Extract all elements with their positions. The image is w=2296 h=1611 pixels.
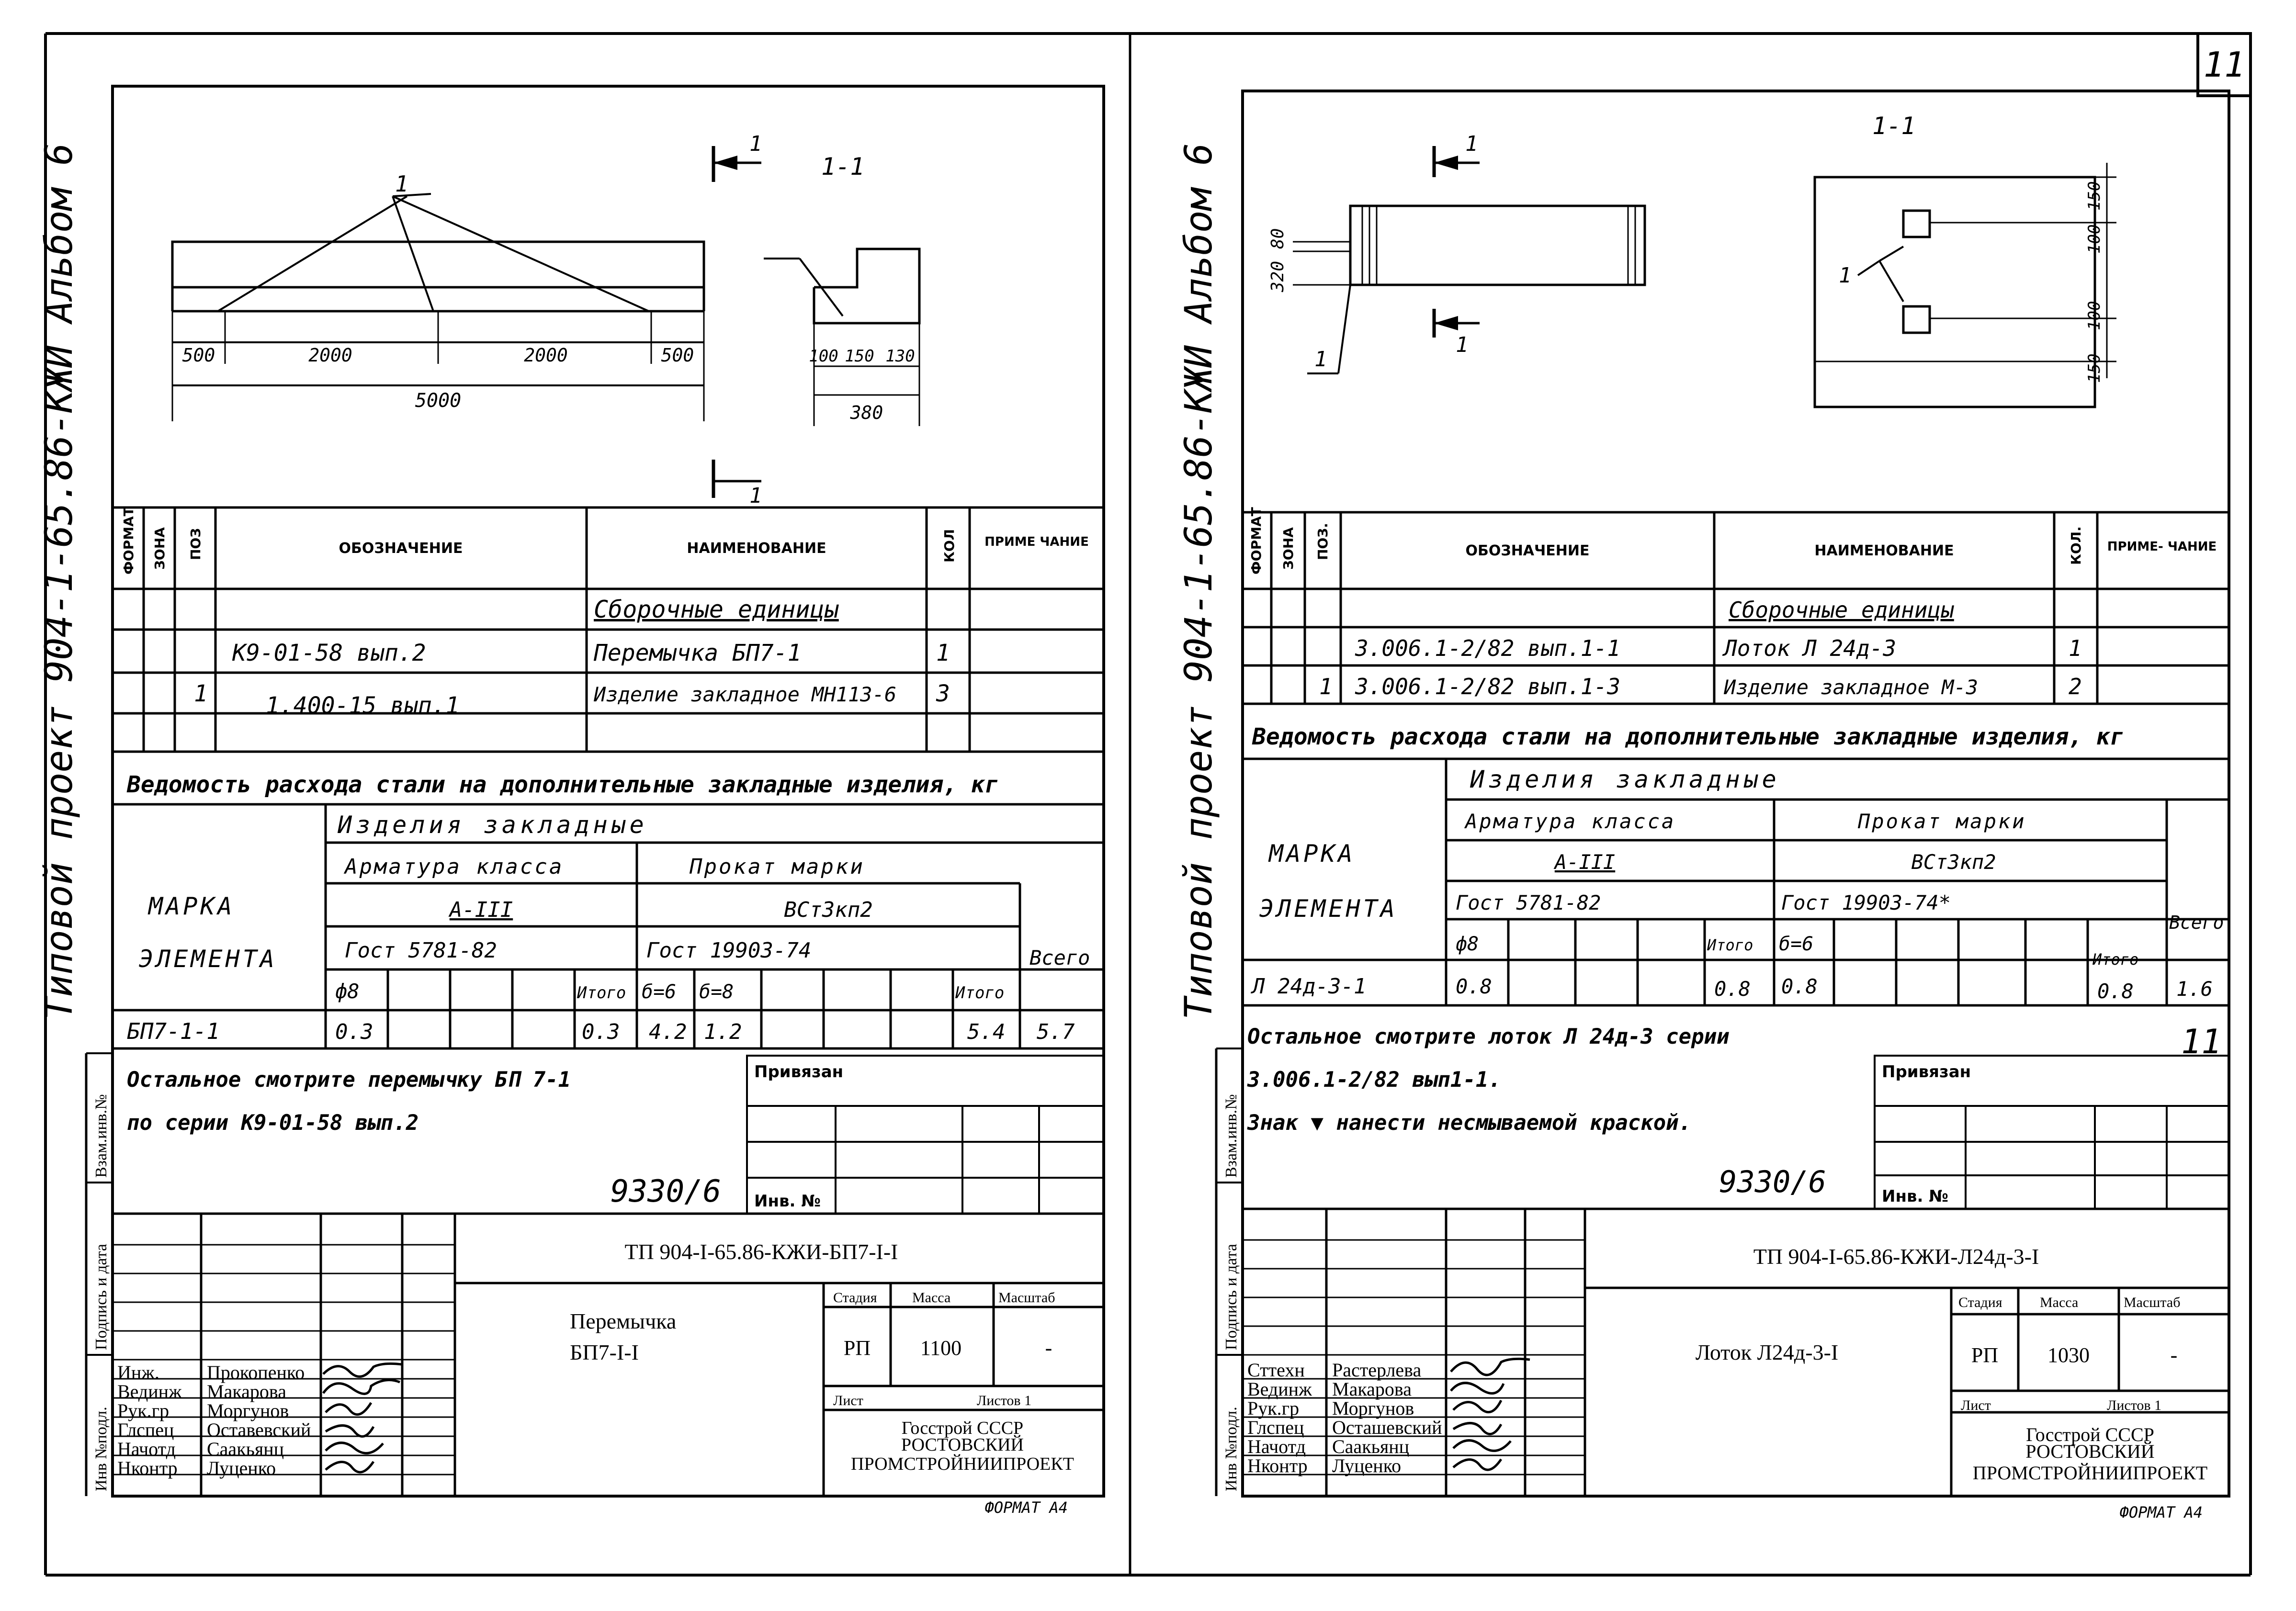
right-item-name: Лоток Л24д-3-I (1695, 1340, 1839, 1364)
page-number-box (2198, 34, 2251, 96)
left-steel-col-d8b: б=8 (699, 981, 734, 1003)
right-sheet (1177, 91, 2229, 1521)
right-steel-col-d6: б=6 (1779, 933, 1814, 955)
left-stage: РП (843, 1336, 871, 1360)
right-cut-mark-top: 1 (1465, 132, 1478, 156)
left-sec-dim-100: 100 (809, 347, 838, 366)
right-org-2: РОСТОВСКИЙ (2025, 1441, 2155, 1462)
left-dim-2000b: 2000 (524, 345, 568, 366)
left-name-5: Саакьянц (207, 1438, 284, 1460)
left-spec-h-qty: КОЛ (941, 529, 957, 563)
right-stage: РП (1971, 1343, 1999, 1367)
left-org-1: Госстрой СССР (901, 1418, 1024, 1438)
left-inv-no-label: Инв. № (754, 1192, 821, 1211)
left-format-label: ФОРМАТ А4 (984, 1498, 1068, 1517)
left-steel-group: Изделия закладные (338, 811, 648, 839)
left-role-4: Глспец (117, 1419, 174, 1441)
right-steel-total-h: Всего (2169, 912, 2224, 933)
left-steel-prok: Прокат марки (690, 855, 865, 879)
right-leader-label-sec: 1 (1839, 263, 1852, 288)
right-sec-dim-100b: 100 (2085, 301, 2104, 330)
right-role-1: Сттехн (1247, 1359, 1305, 1381)
right-side-title: Типовой проект 904-1-65.86-КЖИ Альбом 6 (1177, 143, 1221, 1020)
left-steel-col-d6: б=6 (642, 981, 677, 1003)
left-steel-col-itogo: Итого (577, 983, 626, 1003)
left-sec-dim-150: 150 (845, 347, 874, 366)
left-privyazan-box (747, 1056, 1104, 1214)
right-note-2: 3.006.1-2/82 вып1-1. (1247, 1068, 1501, 1092)
right-sec-dim-150b: 150 (2085, 353, 2104, 383)
right-spec-row3-name: Изделие закладное М-3 (1724, 676, 1979, 699)
left-item-name-2: БП7-I-I (570, 1340, 639, 1364)
left-steel-row-mark: БП7-1-1 (127, 1018, 220, 1044)
left-org-2: РОСТОВСКИЙ (901, 1435, 1024, 1455)
right-steel-col-itogo: Итого (1707, 936, 1753, 954)
right-sheet-label: Лист (1961, 1397, 1991, 1413)
right-org-1: Госстрой СССР (2026, 1424, 2154, 1445)
right-title-block (1243, 1209, 2229, 1521)
right-role-6: Нконтр (1247, 1455, 1308, 1476)
right-name-6: Луценко (1332, 1455, 1402, 1476)
left-steel-total-h: Всего (1029, 946, 1090, 969)
right-privyazan-box (1875, 1056, 2229, 1209)
right-org-3: ПРОМСТРОЙНИИПРОЕКТ (1972, 1462, 2208, 1484)
left-spec-table (113, 507, 1104, 752)
right-steel-row-itogo1: 0.8 (1714, 977, 1751, 1001)
left-org-3: ПРОМСТРОЙНИИПРОЕКТ (851, 1454, 1074, 1474)
left-margin-strip (86, 1053, 113, 1496)
right-role-4: Глспец (1247, 1417, 1304, 1438)
right-role-2: Вединж (1247, 1378, 1312, 1400)
left-leader-label: 1 (395, 171, 408, 197)
right-spec-h-format: ФОРМАТ (1248, 507, 1264, 575)
left-sheets-label: Листов 1 (977, 1393, 1032, 1408)
left-sheet-label: Лист (833, 1393, 863, 1408)
right-name-2: Макарова (1332, 1378, 1412, 1400)
left-steel-col-d8: ф8 (335, 980, 360, 1003)
left-steel-mark-label-1: МАРКА (148, 892, 235, 920)
left-margin-label-podpis: Подпись и дата (92, 1244, 110, 1350)
right-spec-row2-qty: 1 (2069, 635, 2082, 661)
right-name-3: Моргунов (1332, 1397, 1414, 1419)
left-name-3: Моргунов (207, 1400, 289, 1421)
right-steel-row-d6: 0.8 (1781, 975, 1818, 998)
right-spec-row1-name: Сборочные единицы (1729, 597, 1954, 623)
right-steel-arm-class: Арматура класса (1465, 810, 1676, 833)
left-role-2: Вединж (117, 1381, 182, 1402)
left-spec-row2-code: К9-01-58 вып.2 (232, 640, 426, 666)
right-steel-arm-gost: Гост 5781-82 (1456, 891, 1601, 914)
left-name-4: Оставевский (207, 1419, 311, 1441)
left-spec-row3-code: 1.400-15 вып.1 (266, 692, 460, 719)
right-mass-label: Масса (2040, 1295, 2079, 1310)
right-margin-label-podpis: Подпись и дата (1222, 1244, 1240, 1350)
right-margin-label-vzam: Взам.инв.№ (1222, 1094, 1240, 1178)
left-steel-prok-grade: ВСт3кп2 (784, 898, 873, 922)
right-steel-col-d8: ф8 (1456, 933, 1479, 955)
left-spec-h-note: ПРИМЕ ЧАНИЕ (984, 535, 1089, 549)
right-steel-prok-grade: ВСт3кп2 (1911, 850, 1996, 874)
right-role-5: Начотд (1247, 1436, 1306, 1457)
left-steel-row-itogo2: 5.4 (967, 1020, 1006, 1044)
right-page-mark: 11 (2181, 1022, 2222, 1061)
right-role-3: Рук.гр (1247, 1397, 1300, 1419)
right-spec-row2-code: 3.006.1-2/82 вып.1-1 (1355, 635, 1620, 661)
right-spec-h-code: ОБОЗНАЧЕНИЕ (1465, 542, 1590, 559)
right-steel-row-d8: 0.8 (1456, 975, 1492, 998)
right-stage-label: Стадия (1958, 1295, 2002, 1310)
right-section-view (1815, 163, 2116, 407)
left-spec-h-pos: ПОЗ (188, 528, 204, 560)
right-sec-dim-150a: 150 (2085, 181, 2104, 211)
left-cut-mark-bottom: 1 (749, 484, 762, 508)
left-section-label: 1-1 (821, 153, 865, 180)
left-steel-mark-label-2: ЭЛЕМЕНТА (139, 945, 277, 973)
right-note-1: Остальное смотрите лоток Л 24д-3 серии (1247, 1025, 1730, 1049)
right-privyazan-label: Привязан (1882, 1062, 1971, 1082)
left-beam-elevation (172, 171, 704, 421)
right-steel-prok: Прокат марки (1858, 810, 2026, 833)
left-name-1: Прокопенко (207, 1362, 305, 1383)
left-steel-row-itogo1: 0.3 (582, 1020, 620, 1044)
right-margin-label-inv: Инв №подл. (1222, 1407, 1240, 1491)
right-scale: - (2170, 1343, 2178, 1367)
left-dim-2000a: 2000 (308, 345, 352, 366)
right-spec-table (1243, 507, 2229, 704)
right-spec-h-pos: ПОЗ. (1315, 523, 1331, 560)
left-steel-row-d8b: 1.2 (704, 1020, 742, 1044)
left-inv-number: 9330/6 (611, 1174, 722, 1209)
left-dim-5000: 5000 (415, 390, 462, 412)
left-spec-h-zone: ЗОНА (152, 527, 168, 570)
left-role-6: Нконтр (117, 1457, 178, 1479)
left-spec-row3-pos: 1 (194, 680, 208, 707)
left-role-1: Инж. (117, 1362, 159, 1383)
right-cut-mark-bottom: 1 (1456, 333, 1469, 357)
right-doc-code: ТП 904-I-65.86-КЖИ-Л24д-3-I (1753, 1244, 2039, 1269)
right-name-5: Саакьянц (1332, 1436, 1410, 1457)
right-signatures (1451, 1359, 1530, 1470)
left-role-5: Начотд (117, 1438, 176, 1460)
left-side-title: Типовой проект 904-1-65.86-КЖИ Альбом 6 (38, 143, 81, 1020)
left-note-2: по серии К9-01-58 вып.2 (127, 1111, 419, 1135)
right-steel-arm-grade: А-III (1554, 850, 1616, 874)
right-name-4: Осташевский (1332, 1417, 1442, 1438)
right-steel-row-total: 1.6 (2176, 977, 2213, 1001)
left-spec-h-name: НАИМЕНОВАНИЕ (687, 540, 826, 557)
left-steel-table (113, 771, 1104, 1048)
left-item-name-1: Перемычка (570, 1309, 677, 1333)
left-cut-mark-top: 1 (749, 132, 762, 156)
left-title-block (113, 1214, 1104, 1517)
right-steel-col-itogo2: Итого (2092, 950, 2139, 969)
right-steel-group: Изделия закладные (1470, 766, 1780, 793)
left-doc-code: ТП 904-I-65.86-КЖИ-БП7-I-I (624, 1239, 898, 1264)
left-spec-row3-name: Изделие закладное МН113-6 (594, 683, 897, 706)
left-cut-marks (713, 132, 864, 508)
left-spec-row2-qty: 1 (936, 640, 950, 666)
right-inv-number: 9330/6 (1719, 1164, 1826, 1199)
right-steel-title: Ведомость расхода стали на дополнительные закладные изделия, кг (1252, 723, 2124, 750)
left-dim-500b: 500 (661, 345, 694, 366)
right-format-label: ФОРМАТ А4 (2119, 1503, 2203, 1521)
right-spec-h-note: ПРИМЕ- ЧАНИЕ (2107, 540, 2217, 554)
left-mass: 1100 (920, 1336, 962, 1360)
right-spec-row3-pos: 1 (1319, 674, 1333, 699)
right-section-label: 1-1 (1872, 112, 1916, 140)
left-stage-label: Стадия (833, 1290, 877, 1306)
right-margin-strip (1216, 1048, 1243, 1496)
left-steel-prok-gost: Гост 19903-74 (646, 938, 812, 963)
right-dim-320: 320 (1268, 260, 1288, 292)
right-steel-prok-gost: Гост 19903-74* (1781, 891, 1951, 914)
left-mass-label: Масса (912, 1290, 951, 1306)
left-dim-500a: 500 (182, 345, 215, 366)
right-spec-row3-code: 3.006.1-2/82 вып.1-3 (1355, 674, 1620, 699)
left-margin-label-inv: Инв №подл. (92, 1407, 110, 1491)
left-scale: - (1045, 1336, 1052, 1360)
left-spec-h-code: ОБОЗНАЧЕНИЕ (339, 540, 463, 557)
left-name-6: Луценко (207, 1457, 276, 1479)
left-sec-dim-380: 380 (850, 402, 883, 423)
right-steel-table (1243, 723, 2229, 1005)
left-steel-arm-class: Арматура класса (345, 855, 564, 879)
right-spec-row3-qty: 2 (2069, 674, 2082, 699)
right-scale-label: Масштаб (2124, 1295, 2181, 1310)
right-note-3: Знак ▼ нанести несмываемой краской. (1247, 1111, 1692, 1135)
left-cross-section (764, 249, 919, 426)
right-steel-mark-label-2: ЭЛЕМЕНТА (1259, 895, 1398, 923)
left-name-2: Макарова (207, 1381, 287, 1402)
left-sheet (38, 86, 1104, 1517)
right-spec-h-zone: ЗОНА (1280, 527, 1296, 570)
right-mass: 1030 (2047, 1343, 2090, 1367)
right-name-1: Растерлева (1332, 1359, 1422, 1381)
left-privyazan-label: Привязан (754, 1062, 844, 1082)
right-spec-h-name: НАИМЕНОВАНИЕ (1814, 542, 1954, 559)
page-number: 11 (2203, 45, 2245, 85)
left-spec-h-format: ФОРМАТ (121, 507, 136, 575)
right-sec-dim-100a: 100 (2085, 224, 2104, 254)
left-note-1: Остальное смотрите перемычку БП 7-1 (127, 1068, 571, 1092)
left-steel-row-d8: 0.3 (335, 1020, 373, 1044)
left-steel-arm-grade: А-III (449, 898, 513, 922)
left-spec-row3-qty: 3 (936, 680, 950, 707)
left-steel-col-itogo2: Итого (955, 983, 1005, 1003)
right-steel-row-mark: Л 24д-3-1 (1252, 974, 1367, 999)
left-steel-row-total: 5.7 (1037, 1020, 1075, 1044)
left-sec-dim-130: 130 (885, 347, 915, 366)
right-sheets-label: Листов 1 (2107, 1397, 2162, 1413)
left-scale-label: Масштаб (998, 1290, 1055, 1306)
left-spec-row2-name: Перемычка БП7-1 (594, 640, 802, 666)
right-leader-label-elev: 1 (1314, 347, 1327, 372)
right-inner-frame (1243, 91, 2229, 1496)
right-inv-no-label: Инв. № (1882, 1187, 1949, 1206)
left-margin-label-vzam: Взам.инв.№ (92, 1094, 110, 1178)
left-role-3: Рук.гр (117, 1400, 170, 1421)
right-dim-80: 80 (1268, 228, 1288, 249)
right-spec-h-qty: КОЛ. (2068, 526, 2084, 565)
left-steel-row-d6: 4.2 (649, 1020, 687, 1044)
right-steel-row-itogo2: 0.8 (2097, 980, 2134, 1003)
right-cut-marks (1434, 112, 1915, 357)
right-spec-row2-name: Лоток Л 24д-3 (1724, 635, 1897, 661)
left-steel-title: Ведомость расхода стали на дополнительные закладные изделия, кг (127, 771, 999, 798)
left-spec-row1-name: Сборочные единицы (594, 596, 839, 623)
left-steel-arm-gost: Гост 5781-82 (345, 938, 497, 963)
right-steel-mark-label-1: МАРКА (1269, 840, 1356, 867)
